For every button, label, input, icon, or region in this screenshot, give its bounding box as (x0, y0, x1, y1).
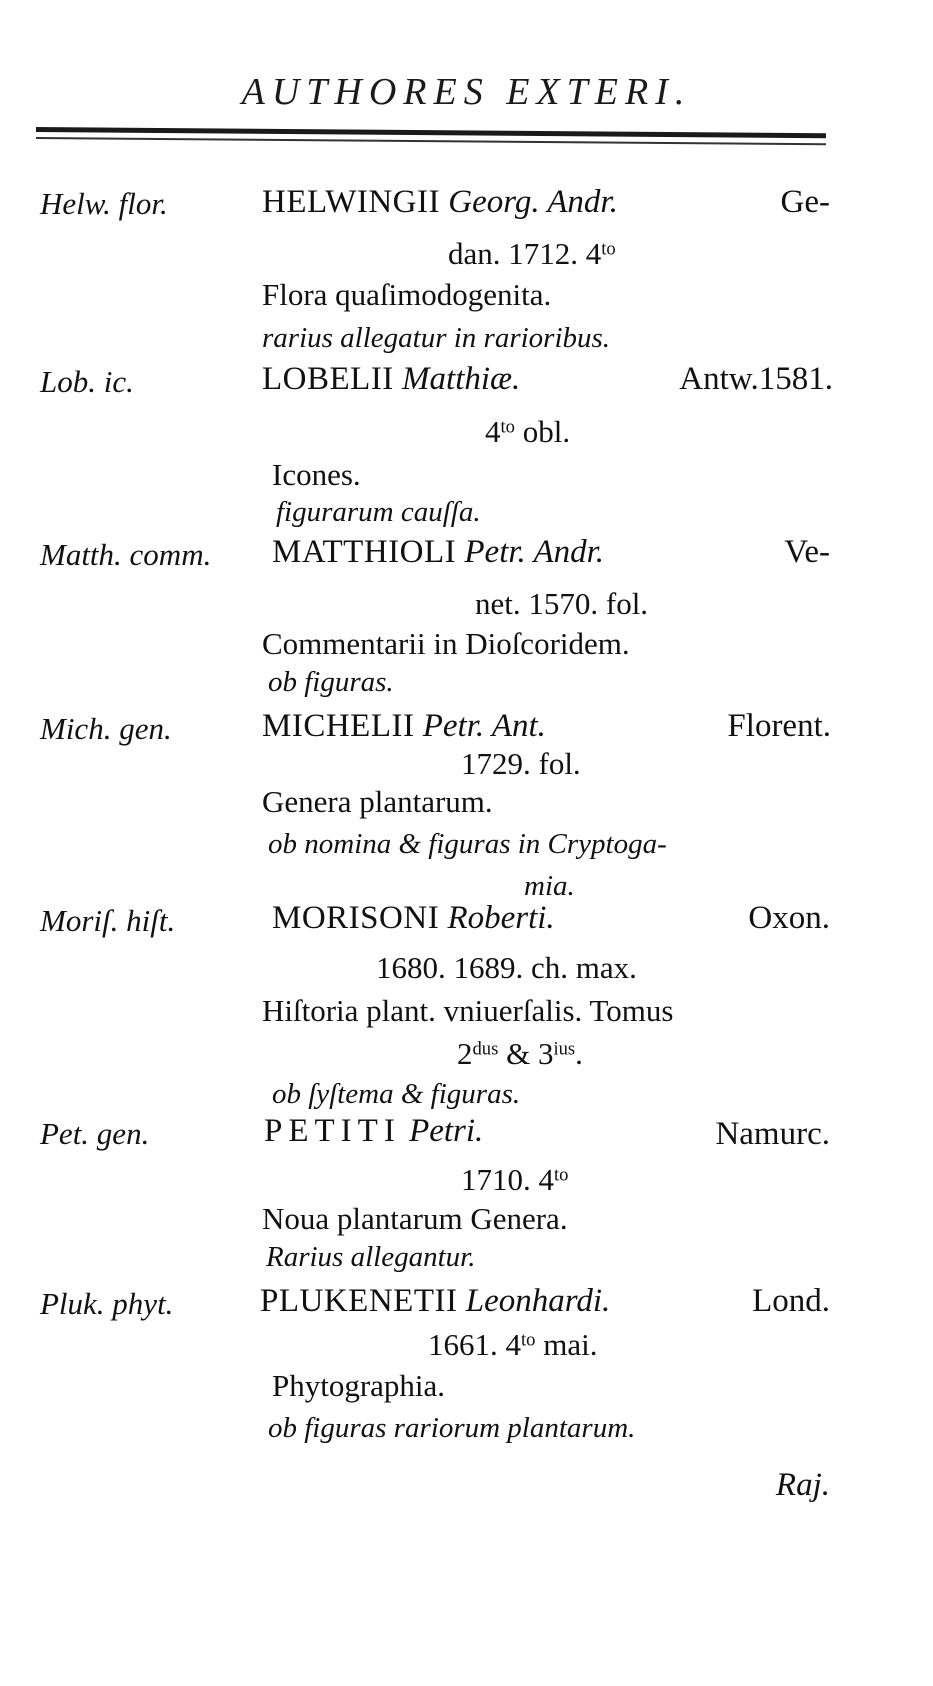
imprint-line (428, 1327, 597, 1363)
imprint-line (679, 361, 833, 398)
imprint-format: $4^{to}$ mai. (505, 1327, 598, 1362)
entry-note: figurarum cauſſa. (276, 496, 481, 528)
imprint-format: ch. max. (531, 950, 637, 985)
entry-note: rarius allegatur in rarioribus. (262, 322, 611, 354)
imprint-year: 1712. (508, 236, 579, 271)
imprint-year: 1661. (428, 1327, 498, 1362)
imprint-year: 1570. (528, 586, 599, 621)
entry-author-line (264, 1113, 483, 1150)
entry-note: ob figuras rariorum plantarum. (268, 1412, 636, 1444)
imprint-place: Ge- (780, 184, 830, 220)
entry-note: ob nomina & figuras in Cryptoga- (268, 828, 667, 860)
imprint-place-cont: net. (475, 586, 521, 621)
imprint-place: Ve- (784, 534, 830, 570)
imprint-place: Florent. (727, 708, 831, 744)
entry-abbreviation: Helw. flor. (40, 186, 168, 221)
imprint-place: Oxon. (748, 900, 830, 936)
imprint-format: $4^{to}$ (585, 236, 616, 271)
imprint-place: Lond. (752, 1283, 830, 1319)
entry-author-line (262, 708, 546, 745)
imprint-year: 1710. (461, 1162, 531, 1197)
header-rule-thin (36, 137, 826, 145)
author-given-name: Petr. Ant. (422, 708, 546, 744)
entry-author-line (262, 361, 520, 398)
book-title: Phytographia. (272, 1368, 446, 1403)
book-title: Icones. (272, 457, 361, 492)
author-name: HELWINGII (262, 184, 440, 220)
imprint-line (461, 746, 581, 782)
author-name: LOBELII (262, 361, 394, 397)
entry-note-cont: mia. (524, 870, 575, 902)
book-title-cont: $2^{dus}$ & $3^{ius}$. (457, 1036, 583, 1071)
imprint-format: fol. (538, 746, 581, 781)
book-title: Commentarii in Dioſcoridem. (262, 626, 630, 661)
author-name: MICHELII (262, 708, 415, 744)
header-rule-thick (36, 127, 826, 138)
imprint-line (448, 236, 616, 272)
imprint-line (461, 1162, 568, 1198)
entry-abbreviation: Pet. gen. (40, 1116, 150, 1151)
imprint-line (475, 586, 648, 622)
imprint-format: $4^{to}$ (538, 1162, 569, 1197)
imprint-year: 1680. 1689. (376, 950, 524, 985)
entry-author-line (272, 900, 555, 937)
author-name: MATTHIOLI (272, 534, 457, 570)
imprint-year: 1729. (461, 746, 531, 781)
entry-abbreviation: Pluk. phyt. (40, 1286, 174, 1321)
running-head: AUTHORES EXTERI. (241, 71, 692, 113)
author-given-name: Matthiæ. (402, 361, 521, 397)
entry-author-line (272, 534, 604, 571)
entry-author-line (262, 184, 618, 221)
imprint-format: fol. (605, 586, 649, 621)
author-given-name: Petri. (409, 1113, 484, 1149)
book-title: Flora quaſimodogenita. (262, 277, 552, 312)
author-given-name: Leonhardi. (465, 1283, 611, 1319)
book-title: Genera plantarum. (262, 784, 493, 819)
entry-note: Rarius allegantur. (266, 1241, 476, 1273)
imprint-place-cont: dan. (448, 236, 501, 271)
book-title: Noua plantarum Genera. (262, 1201, 568, 1236)
catchword: Raj. (775, 1467, 830, 1503)
imprint-place: Antw. (679, 361, 759, 397)
imprint-line (376, 950, 637, 986)
author-name: MORISONI (272, 900, 440, 936)
entry-abbreviation: Mich. gen. (40, 711, 172, 746)
entry-abbreviation: Matth. comm. (40, 537, 212, 572)
entry-author-line (260, 1283, 610, 1320)
author-name: PLUKENETII (260, 1283, 458, 1319)
author-given-name: Petr. Andr. (464, 534, 605, 570)
author-given-name: Roberti. (447, 900, 555, 936)
imprint-place: Namurc. (715, 1116, 830, 1152)
imprint-format: $4^{to}$ obl. (485, 414, 571, 449)
entry-note: ob figuras. (268, 666, 394, 698)
imprint-year: 1581. (758, 361, 833, 397)
entry-abbreviation: Lob. ic. (40, 364, 134, 399)
book-title: Hiſtoria plant. vniuerſalis. Tomus (262, 993, 674, 1028)
entry-abbreviation: Moriſ. hiſt. (40, 903, 176, 938)
entry-note: ob ſyſtema & figuras. (272, 1078, 521, 1110)
author-given-name: Georg. Andr. (448, 184, 618, 220)
author-name: PETITI (264, 1113, 401, 1149)
